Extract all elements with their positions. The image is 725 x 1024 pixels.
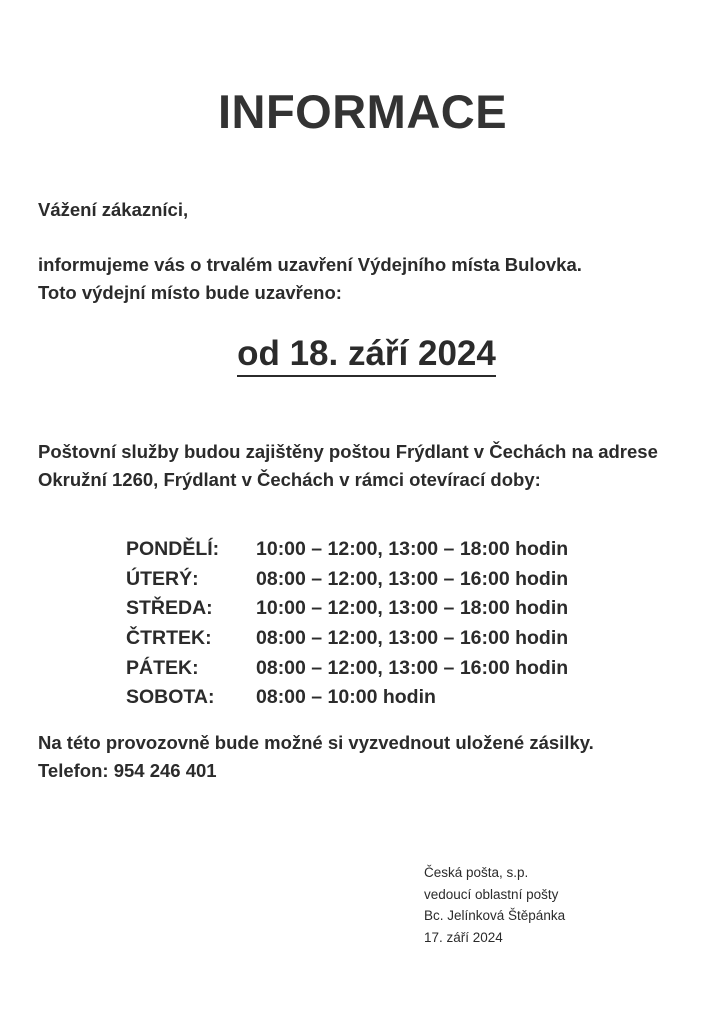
time-range: 08:00 – 12:00, 13:00 – 16:00 hodin (256, 627, 569, 650)
intro-line-2: Toto výdejní místo bude uzavřeno: (38, 282, 342, 303)
hours-row-monday (126, 535, 568, 565)
time-range: 08:00 – 10:00 hodin (256, 686, 436, 709)
notice-line-1: Na této provozovně bude možné si vyzvednout uložené zásilky. (38, 732, 594, 753)
day-label: ÚTERÝ: (126, 567, 199, 590)
hours-row-wednesday (126, 594, 568, 624)
hours-row-saturday (126, 683, 568, 713)
time-range: 10:00 – 12:00, 13:00 – 18:00 hodin (256, 597, 569, 620)
opening-hours-table (126, 535, 568, 713)
services-line-1: Poštovní služby budou zajištěny poštou Frýdlant v Čechách na adrese (38, 441, 658, 462)
document-title: INFORMACE (217, 85, 508, 138)
signature-company: Česká pošta, s.p. (424, 865, 529, 880)
closure-date-block (0, 334, 725, 377)
signature-date: 17. září 2024 (424, 929, 503, 945)
greeting: Vážení zákazníci, (38, 199, 189, 220)
closure-date: od 18. září 2024 (237, 334, 496, 377)
signature-name: Bc. Jelínková Štěpánka (424, 908, 566, 923)
time-range: 08:00 – 12:00, 13:00 – 16:00 hodin (256, 567, 569, 590)
time-range: 10:00 – 12:00, 13:00 – 18:00 hodin (256, 538, 569, 561)
phone-line: Telefon: 954 246 401 (38, 760, 217, 781)
day-label: ČTRTEK: (126, 627, 212, 650)
pickup-notice (38, 729, 594, 785)
hours-row-tuesday (126, 565, 568, 595)
signature-block (424, 862, 565, 948)
day-label: PONDĚLÍ: (126, 538, 220, 561)
hours-row-friday (126, 653, 568, 683)
day-label: SOBOTA: (126, 686, 215, 709)
signature-role: vedoucí oblastní pošty (424, 886, 559, 902)
intro-line-1: informujeme vás o trvalém uzavření Výdejního místa Bulovka. (38, 254, 582, 275)
day-label: PÁTEK: (126, 656, 199, 679)
intro-paragraph (38, 251, 582, 307)
time-range: 08:00 – 12:00, 13:00 – 16:00 hodin (256, 656, 569, 679)
services-line-2: Okružní 1260, Frýdlant v Čechách v rámci otevírací doby: (38, 469, 541, 490)
hours-row-thursday (126, 624, 568, 654)
services-paragraph (38, 438, 658, 494)
day-label: STŘEDA: (126, 597, 213, 620)
